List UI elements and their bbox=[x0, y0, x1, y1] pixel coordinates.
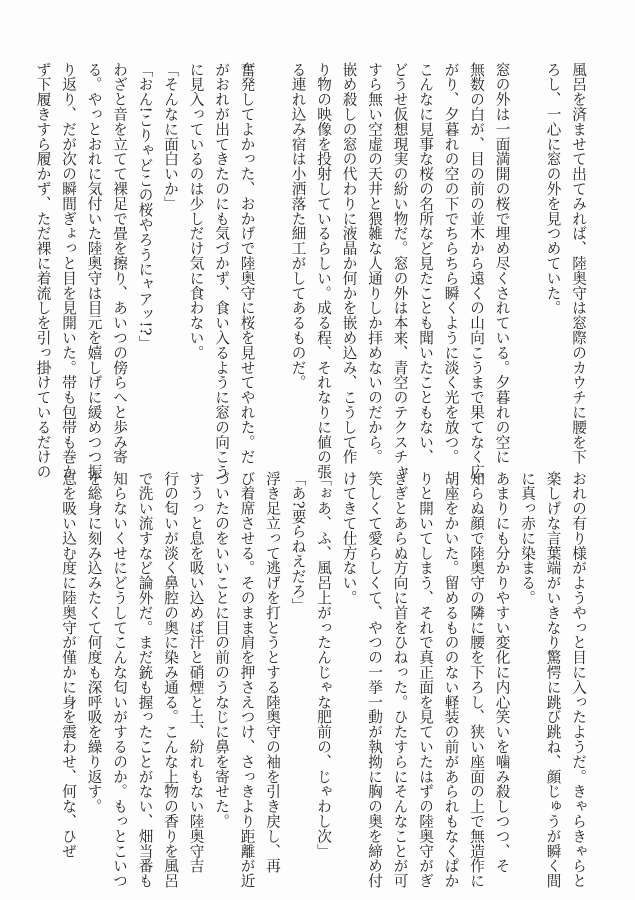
text-line: に真っ赤に染まる。 bbox=[519, 471, 536, 606]
text-line: を総身に刻み込みたくて何度も深呼吸を繰り返す。 bbox=[85, 471, 103, 814]
text-line: 息を吸い込む度に陸奥守が僅かに身を震わせ、何な、ひぜ bbox=[60, 471, 77, 859]
text-line: 行の匂いが淡く鼻腔の奥に染み通る。こんな上物の香りを風呂 bbox=[162, 471, 179, 889]
text-line: ず下履きすら履かず、ただ裸に着流しを引っ掛けているだけの bbox=[34, 62, 52, 480]
text-line: 「あ?要らねえだろ」 bbox=[289, 471, 307, 614]
text-line bbox=[515, 62, 541, 447]
text-line: わざと音を立てて裸足で畳を擦り、あいつの傍らへと歩み寄 bbox=[111, 62, 128, 465]
text-line: り物の映像を投射しているらしい。成る程、それなりに値の張 bbox=[315, 62, 332, 480]
text-line: がおれが出てきたのにも気づかず、食い入るように窓の向こう bbox=[213, 62, 230, 480]
text-line: 窓の外は一面満開の桜で埋め尽くされている。夕暮れの空に bbox=[493, 62, 511, 465]
text-line: り返り、だが次の瞬間ぎょっと目を見開いた。帯も包帯も巻か bbox=[60, 62, 77, 480]
text-line: 奮発してよかった、おかげで陸奥守に桜を見せてやれた。だ bbox=[238, 62, 256, 465]
text-line: で洗い流すなど論外だ。まだ銃も握ったことがない、畑当番も bbox=[136, 471, 154, 889]
text-line: がり、夕暮れの空の下でちらちら瞬くように淡く光を放つ。 bbox=[442, 62, 460, 465]
text-line: こんなに見事な桜の名所など見たことも聞いたこともない、 bbox=[417, 62, 434, 465]
text-line: に見入っているのは少しだけ気に食わない。 bbox=[187, 62, 205, 360]
text-line: あまりにも分かりやすい変化に内心笑いを噛み殺しつつ、そ bbox=[493, 471, 511, 874]
text-line: る連れ込み宿は小洒落た細工がしてあるものだ。 bbox=[289, 62, 307, 390]
text-line: 無数の白が、目の前の並木から遠くの山向こうまで果てなく広 bbox=[468, 62, 485, 480]
top-text-block bbox=[34, 62, 591, 480]
text-line: 「ぉあ、ふ、風呂上がったんじゃな肥前の、じゃわし次」 bbox=[315, 471, 332, 859]
text-line: 笑しくて愛らしくて、やつの一挙一動が執拗に胸の奥を締め付 bbox=[366, 471, 383, 889]
text-line: どうせ仮想現実の紛い物だ。窓の外は本来、青空のテクスチャ bbox=[391, 62, 409, 480]
text-line: ぎぎとあらぬ方向に首をひねった。ひたすらにそんなことが可 bbox=[391, 471, 409, 889]
text-line: りと開いてしまう、それで真正面を見ていたはずの陸奥守がぎ bbox=[417, 471, 434, 889]
text-line: び着席させる。そのまま肩を押さえつけ、さっきより距離が近 bbox=[238, 471, 256, 889]
text-line: ろし、一心に窓の外を見つめていた。 bbox=[544, 62, 562, 316]
text-line: 知らないくせにどうしてこんな匂いがするのか。もっとこいつ bbox=[111, 471, 128, 889]
text-line: 嵌め殺しの窓の代わりに液晶か何かを嵌め込み、こうして作 bbox=[340, 62, 358, 465]
text-line: 「おん!こりゃどこの桜やろうにャアッ!?」 bbox=[136, 62, 154, 351]
text-line: づいたのをいいことに目の前のうなじに鼻を寄せた。 bbox=[213, 471, 230, 829]
text-line: すうっと息を吸い込めば汗と硝煙と土、紛れもない陸奥守吉 bbox=[187, 471, 205, 874]
text-line: 浮き足立って逃げを打とうとする陸奥守の袖を引き戻し、再 bbox=[264, 471, 281, 874]
text-line: 知らぬ顔で陸奥守の隣に腰を下ろし、狭い座面の上で無造作に bbox=[468, 471, 485, 889]
text-line: すら無い空虚の天井と猥雑な人通りしか拝めないのだから。 bbox=[366, 62, 383, 465]
text-line: 風呂を済ませて出てみれば、陸奥守は窓際のカウチに腰を下 bbox=[570, 62, 587, 465]
text-line: 胡座をかいた。留めるもののない軽装の前があられもなくぱか bbox=[442, 471, 460, 889]
text-line: けてきて仕方ない。 bbox=[340, 471, 358, 606]
text-line: る。やっとおれに気付いた陸奥守は目元を嬉しげに緩めつつ振 bbox=[85, 62, 103, 480]
text-line: おれの有り様がようやっと目に入ったようだ。きゃらきゃらと bbox=[570, 471, 587, 889]
bottom-text-block bbox=[46, 471, 591, 889]
text-line: 楽しげな言葉端がいきなり驚愕に跳び跳ね、顔じゅうが瞬く間 bbox=[544, 471, 562, 889]
text-line bbox=[260, 62, 286, 447]
text-line: 「そんなに面白いか」 bbox=[162, 62, 179, 211]
